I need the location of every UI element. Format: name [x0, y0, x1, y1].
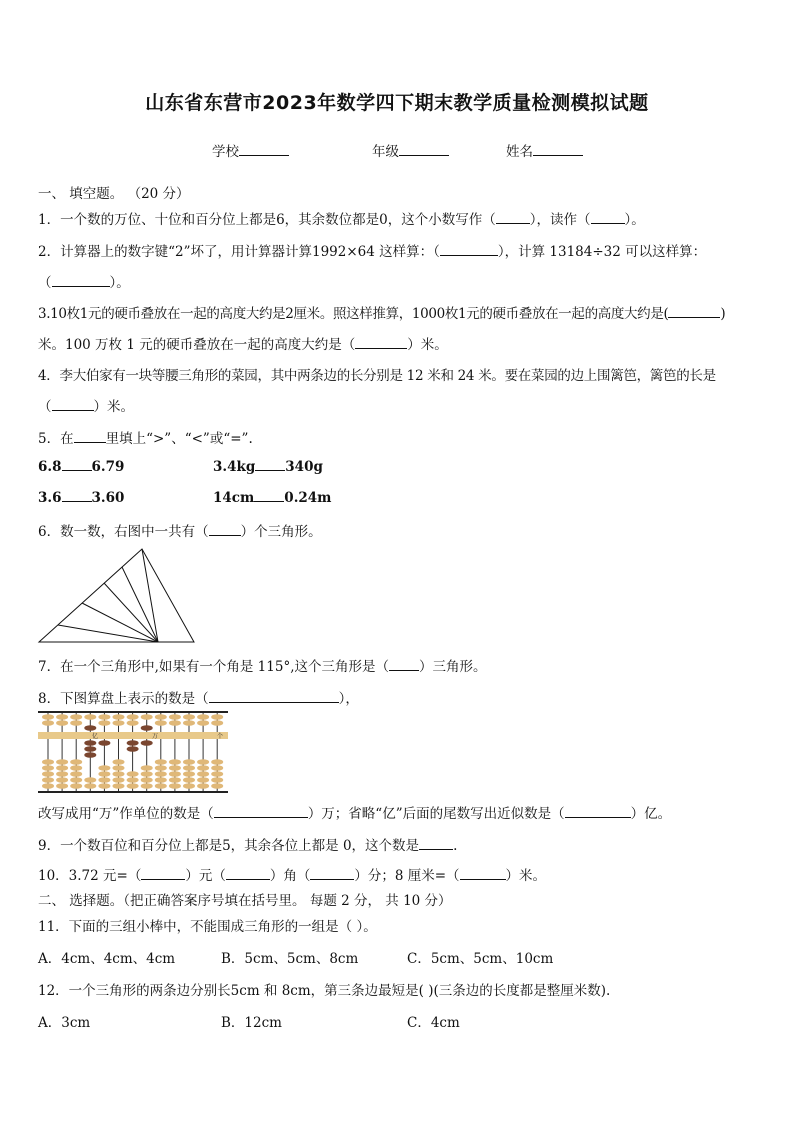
abacus-bead	[183, 720, 195, 726]
answer-blank[interactable]	[209, 523, 241, 536]
abacus-bead	[84, 752, 96, 758]
abacus-bead	[56, 720, 68, 726]
answer-blank[interactable]	[226, 867, 270, 880]
abacus-bead	[84, 783, 96, 789]
question-6: 6．数一数，右图中一共有（ ）个三角形。	[38, 524, 322, 540]
abacus-bead	[197, 720, 209, 726]
abacus-bead	[42, 771, 54, 777]
question-12: 12．一个三角形的两条边分别长5cm 和 8cm，第三条边最短是( )(三条边的长度都是整厘米数).	[38, 983, 611, 999]
answer-blank[interactable]	[668, 305, 720, 318]
abacus-bead	[141, 765, 153, 771]
abacus-bead	[84, 725, 96, 731]
abacus-bead	[169, 765, 181, 771]
section-1-heading: 一、 填空题。 （20 分）	[38, 186, 190, 202]
question-3: 3.10枚1元的硬币叠放在一起的高度大约是2厘米。照这样推算，1000枚1元的硬币叠放在一起的高度大约是( )	[38, 306, 726, 322]
compare-blank[interactable]	[254, 489, 284, 502]
abacus-bead	[211, 765, 223, 771]
abacus-bead	[113, 777, 125, 783]
inner-line	[104, 583, 158, 642]
abacus-beam	[38, 732, 228, 739]
abacus-bead	[84, 746, 96, 752]
answer-blank[interactable]	[389, 658, 419, 671]
abacus-bead	[155, 783, 167, 789]
abacus-bead	[70, 777, 82, 783]
abacus-bead	[56, 759, 68, 765]
abacus-bead	[211, 759, 223, 765]
inner-line	[122, 567, 158, 642]
abacus-bead	[56, 771, 68, 777]
compare-blank[interactable]	[62, 489, 92, 502]
abacus-bead	[98, 765, 110, 771]
abacus-bead	[127, 740, 139, 746]
abacus-top-frame	[38, 711, 228, 713]
abacus-bead	[98, 783, 110, 789]
answer-blank[interactable]	[52, 398, 94, 411]
abacus-bead	[141, 771, 153, 777]
abacus-bead	[127, 714, 139, 720]
question-9: 9．一个数百位和百分位上都是5，其余各位上都是 0，这个数是 .	[38, 838, 458, 854]
abacus-bead	[197, 777, 209, 783]
compare-blank[interactable]	[255, 458, 285, 471]
question-2: 2．计算器上的数字键“2”坏了，用计算器计算1992×64 这样算：（ ），计算 13184÷32 可以这样算：	[38, 244, 707, 260]
label-wan: 万	[152, 733, 159, 740]
answer-blank[interactable]	[440, 243, 498, 256]
abacus-bead	[141, 714, 153, 720]
triangles-figure	[36, 546, 206, 646]
abacus-bead	[70, 714, 82, 720]
abacus-bottom-frame	[38, 791, 228, 793]
abacus-bead	[113, 771, 125, 777]
abacus-bead	[141, 777, 153, 783]
abacus-bead	[56, 714, 68, 720]
school-blank[interactable]	[239, 142, 289, 156]
abacus-bead	[42, 759, 54, 765]
abacus-bead	[127, 783, 139, 789]
question-8: 8．下图算盘上表示的数是（ ），	[38, 691, 359, 707]
compare-3.6-3.60: 3.6 3.60	[38, 490, 125, 506]
abacus-bead	[211, 714, 223, 720]
abacus-bead	[84, 777, 96, 783]
abacus-bead	[141, 783, 153, 789]
inner-line	[58, 625, 158, 642]
abacus-bead	[98, 720, 110, 726]
question-1: 1．一个数的万位、十位和百分位上都是6，其余数位都是0，这个小数写作（ ），读作（ ）。	[38, 212, 645, 228]
answer-blank[interactable]	[310, 867, 354, 880]
compare-6.8-6.79: 6.8 6.79	[38, 459, 125, 475]
abacus-bead	[169, 783, 181, 789]
abacus-bead	[141, 725, 153, 731]
answer-blank[interactable]	[355, 336, 407, 349]
question-4: 4．李大伯家有一块等腰三角形的菜园，其中两条边的长分别是 12 米和 24 米。要在菜园的边上围篱笆，篱笆的长是	[38, 368, 716, 384]
page-title: 山东省东营市2023年数学四下期末教学质量检测模拟试题	[145, 92, 649, 114]
abacus-bead	[113, 783, 125, 789]
grade-field: 年级	[372, 140, 449, 160]
answer-blank[interactable]	[460, 867, 506, 880]
inner-line	[82, 603, 158, 642]
abacus-bead	[56, 783, 68, 789]
abacus-bead	[42, 765, 54, 771]
abacus-bead	[84, 740, 96, 746]
abacus-bead	[211, 771, 223, 777]
label-yi: 亿	[92, 733, 99, 740]
answer-blank[interactable]	[141, 867, 185, 880]
abacus-bead	[155, 714, 167, 720]
abacus-bead	[197, 783, 209, 789]
compare-3.4kg-340g: 3.4kg 340g	[213, 459, 323, 475]
abacus-bead	[113, 714, 125, 720]
abacus-bead	[70, 771, 82, 777]
abacus-bead	[141, 740, 153, 746]
abacus-bead	[169, 714, 181, 720]
answer-blank[interactable]	[52, 274, 110, 287]
abacus-figure	[36, 710, 230, 794]
label-ge: 个	[217, 733, 224, 740]
question-10: 10．3.72 元=（ ）元（ ）角（ ）分；8 厘米=（ ）米。	[38, 868, 547, 884]
abacus-bead	[211, 783, 223, 789]
abacus-bead	[42, 714, 54, 720]
abacus-bead	[56, 777, 68, 783]
abacus-bead	[183, 714, 195, 720]
option-12-b[interactable]: B．12cm	[221, 1015, 282, 1031]
abacus-bead	[155, 759, 167, 765]
question-4-cont: （ ）米。	[38, 399, 134, 415]
answer-blank[interactable]	[214, 805, 308, 818]
abacus-bead	[56, 765, 68, 771]
abacus-bead	[197, 759, 209, 765]
option-12-c[interactable]: C．4cm	[407, 1015, 460, 1031]
question-8-cont: 改写成用“万”作单位的数是（ ）万；省略“亿”后面的尾数写出近似数是（ ）亿。	[38, 806, 672, 822]
abacus-bead	[169, 720, 181, 726]
abacus-bead	[211, 720, 223, 726]
abacus-bead	[113, 759, 125, 765]
abacus-bead	[169, 759, 181, 765]
abacus-bead	[127, 720, 139, 726]
abacus-bead	[84, 714, 96, 720]
abacus-bead	[98, 740, 110, 746]
abacus-bead	[155, 720, 167, 726]
abacus-bead	[183, 771, 195, 777]
name-blank[interactable]	[533, 142, 583, 156]
abacus-beads	[42, 714, 223, 789]
abacus-bead	[98, 771, 110, 777]
abacus-bead	[127, 746, 139, 752]
question-11: 11．下面的三组小棒中，不能围成三角形的一组是（ ）。	[38, 919, 377, 935]
abacus-bead	[155, 777, 167, 783]
abacus-bead	[98, 714, 110, 720]
compare-14cm-0.24m: 14cm 0.24m	[213, 490, 332, 506]
abacus-bead	[42, 783, 54, 789]
answer-blank[interactable]	[591, 211, 625, 224]
abacus-bead	[169, 771, 181, 777]
option-11-a[interactable]: A．4cm、4cm、4cm	[38, 951, 176, 967]
answer-blank[interactable]	[565, 805, 631, 818]
option-12-a[interactable]: A．3cm	[38, 1015, 91, 1031]
abacus-bead	[70, 765, 82, 771]
abacus-bead	[113, 720, 125, 726]
question-7: 7．在一个三角形中,如果有一个角是 115°,这个三角形是（ ）三角形。	[38, 659, 487, 675]
abacus-bead	[183, 765, 195, 771]
grade-blank[interactable]	[399, 142, 449, 156]
abacus-bead	[155, 771, 167, 777]
question-5: 5．在 里填上“>”、“<”或“=”.	[38, 431, 253, 447]
abacus-bead	[197, 765, 209, 771]
answer-blank[interactable]	[419, 837, 453, 850]
abacus-bead	[42, 777, 54, 783]
abacus-bead	[70, 783, 82, 789]
answer-blank[interactable]	[209, 690, 339, 703]
name-field: 姓名	[506, 140, 583, 160]
abacus-bead	[155, 765, 167, 771]
abacus-bead	[183, 783, 195, 789]
abacus-bead	[169, 777, 181, 783]
question-3-cont: 米。100 万枚 1 元的硬币叠放在一起的高度大约是（ ）米。	[38, 337, 448, 353]
option-11-b[interactable]: B．5cm、5cm、8cm	[221, 951, 359, 967]
outer-triangle	[39, 549, 194, 642]
answer-blank[interactable]	[496, 211, 530, 224]
abacus-bead	[98, 777, 110, 783]
abacus-bead	[183, 759, 195, 765]
compare-blank[interactable]	[62, 458, 92, 471]
abacus-bead	[113, 765, 125, 771]
question-2-cont: （ ）。	[38, 275, 130, 291]
abacus-bead	[183, 777, 195, 783]
school-field: 学校	[212, 140, 289, 160]
abacus-bead	[197, 771, 209, 777]
abacus-bead	[197, 714, 209, 720]
abacus-bead	[127, 777, 139, 783]
abacus-bead	[70, 720, 82, 726]
abacus-bead	[211, 777, 223, 783]
abacus-bead	[70, 759, 82, 765]
abacus-bead	[42, 720, 54, 726]
option-11-c[interactable]: C．5cm、5cm、10cm	[407, 951, 554, 967]
section-2-heading: 二、 选择题。（把正确答案序号填在括号里。 每题 2 分， 共 10 分）	[38, 893, 452, 909]
abacus-bead	[127, 771, 139, 777]
